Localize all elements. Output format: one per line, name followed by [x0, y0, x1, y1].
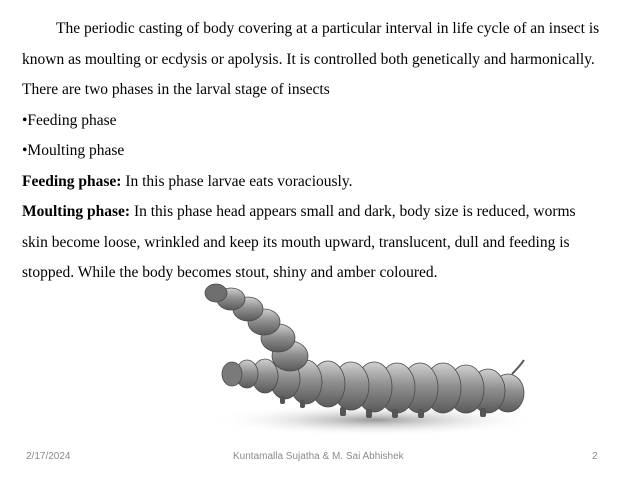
bullet-moulting-phase: •Moulting phase: [22, 142, 125, 159]
feeding-phase-paragraph: [22, 167, 622, 198]
moulting-phase-label: Moulting phase:: [22, 203, 131, 220]
moulting-line-2: skin become loose, wrinkled and keep its mouth upward, translucent, dull and feeding is: [22, 233, 570, 251]
footer-date: 2/17/2024: [26, 451, 71, 462]
footer-author: Kuntamalla Sujatha & M. Sai Abhishek: [233, 451, 404, 462]
larva-body-segments: [222, 359, 524, 413]
moulting-phase-text: In this phase head appears small and dark, body size is reduced, worms: [130, 203, 576, 220]
slide-body-text: [22, 14, 622, 289]
bullet-feeding-phase: •Feeding phase: [22, 111, 117, 129]
intro-line-3: There are two phases in the larval stage of insects: [22, 81, 330, 98]
moulting-line-3: stopped. While the body becomes stout, shiny and amber coloured.: [22, 264, 438, 281]
larva-raised-head-segments: [205, 284, 308, 371]
feeding-phase-label: Feeding phase:: [22, 172, 122, 190]
page-number: 2: [592, 451, 598, 462]
intro-line-2: known as moulting or ecdysis or apolysis. It is controlled both genetically and harmonically.: [22, 50, 595, 68]
intro-line-1: The periodic casting of body covering at a particular interval in life cycle of an insect is: [56, 20, 600, 37]
feeding-phase-text: In this phase larvae eats voraciously.: [121, 172, 353, 190]
tail-horn: [512, 360, 524, 374]
moulting-phase-paragraph: [22, 197, 622, 228]
silkworm-larva-illustration: [190, 278, 535, 438]
